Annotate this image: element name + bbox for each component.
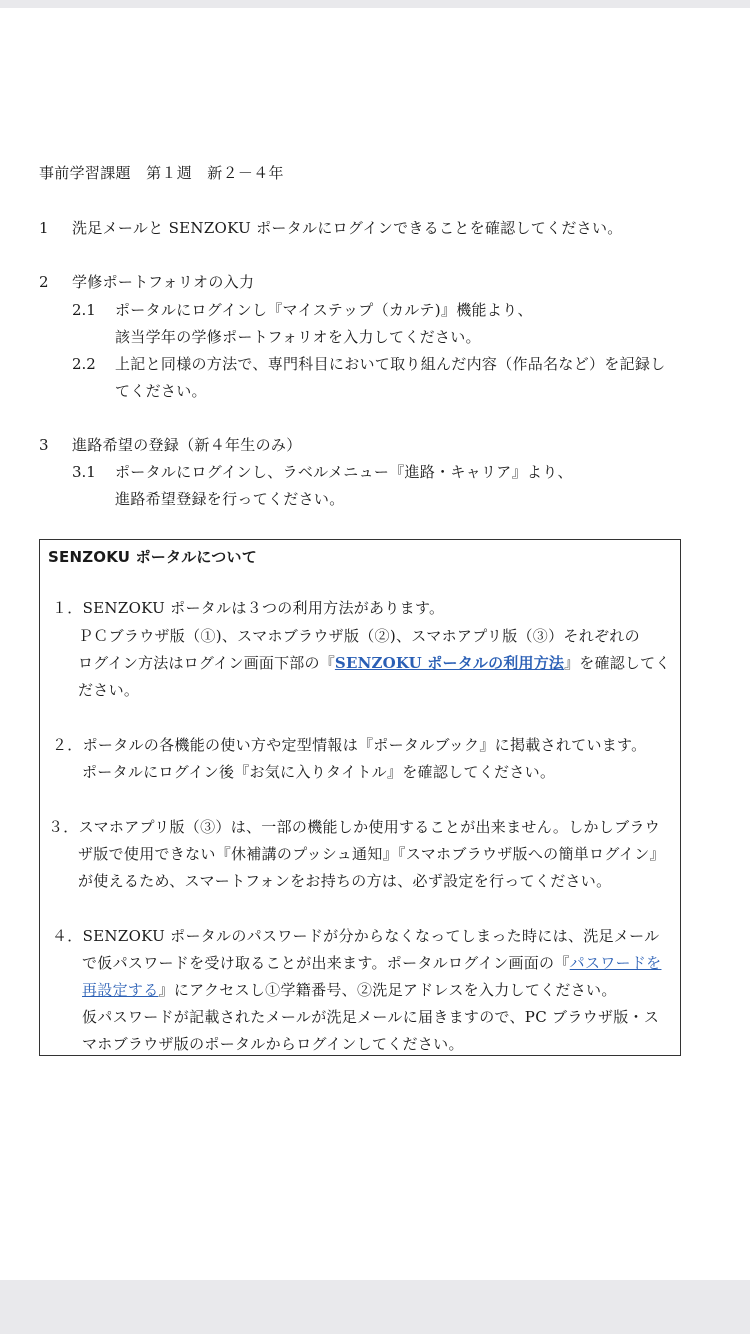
- info-3-line-1: ３．スマホアプリ版（③）は、一部の機能しか使用することが出来ません。しかしブラウ: [48, 818, 661, 836]
- item-2-2-line-1: 上記と同様の方法で、専門科目において取り組んだ内容（作品名など）を記録し: [115, 355, 666, 373]
- password-reset-link-part-1[interactable]: パスワードを: [569, 954, 662, 972]
- item-2-1-line-1: ポータルにログインし『マイステップ（カルテ)』機能より、: [115, 301, 533, 319]
- info-4-line-3-post: 』にアクセスし①学籍番号、②洗足アドレスを入力してください。: [158, 981, 617, 999]
- portal-info-box: [39, 539, 681, 1056]
- section-1-number: 1: [39, 219, 49, 237]
- section-2-number: 2: [39, 273, 49, 291]
- portal-usage-link[interactable]: SENZOKU ポータルの利用方法: [334, 654, 565, 672]
- section-2-title: 学修ポートフォリオの入力: [72, 273, 255, 291]
- info-1-line-4: ださい。: [78, 681, 140, 699]
- password-reset-link-part-2[interactable]: 再設定する: [82, 981, 159, 999]
- info-4-line-2-pre: で仮パスワードを受け取ることが出来ます。ポータルログイン画面の『: [82, 954, 570, 972]
- info-4-line-2: [82, 954, 661, 972]
- item-3-1-number: 3.1: [72, 463, 96, 481]
- info-2-line-1: ２．ポータルの各機能の使い方や定型情報は『ポータルブック』に掲載されています。: [52, 736, 647, 754]
- info-4-line-5: マホブラウザ版のポータルからログインしてください。: [82, 1035, 464, 1053]
- info-1-line-3-post: 』を確認してく: [564, 654, 671, 672]
- info-4-line-1: ４．SENZOKU ポータルのパスワードが分からなくなってしまった時には、洗足メール: [52, 927, 660, 945]
- info-1-line-1: １．SENZOKU ポータルは３つの利用方法があります。: [52, 599, 445, 617]
- document-heading: 事前学習課題 第１週 新２－４年: [39, 164, 284, 182]
- item-2-2-line-2: てください。: [115, 382, 207, 400]
- info-4-line-4: 仮パスワードが記載されたメールが洗足メールに届きますので、PC ブラウザ版・ス: [82, 1008, 660, 1026]
- info-4-line-3: [82, 981, 617, 999]
- section-3-number: 3: [39, 436, 49, 454]
- portal-info-title: SENZOKU ポータルについて: [48, 548, 257, 566]
- section-1-text: 洗足メールと SENZOKU ポータルにログインできることを確認してください。: [72, 219, 623, 237]
- item-2-2-number: 2.2: [72, 355, 96, 373]
- item-2-1-line-2: 該当学年の学修ポートフォリオを入力してください。: [115, 328, 481, 346]
- info-2-line-2: ポータルにログイン後『お気に入りタイトル』を確認してください。: [82, 763, 556, 781]
- info-1-line-3-pre: ログイン方法はログイン画面下部の『: [78, 654, 335, 672]
- item-3-1-line-2: 進路希望登録を行ってください。: [115, 490, 345, 508]
- item-2-1-number: 2.1: [72, 301, 96, 319]
- info-1-line-2: ＰＣブラウザ版（①)、スマホブラウザ版（②)、スマホアプリ版（③）それぞれの: [78, 627, 640, 645]
- info-1-line-3: [78, 654, 671, 672]
- info-3-line-3: が使えるため、スマートフォンをお持ちの方は、必ず設定を行ってください。: [78, 872, 612, 890]
- section-3-title: 進路希望の登録（新４年生のみ）: [72, 436, 302, 454]
- item-3-1-line-1: ポータルにログインし、ラベルメニュー『進路・キャリア』より、: [115, 463, 573, 481]
- info-3-line-2: ザ版で使用できない『休補講のプッシュ通知』『スマホブラウザ版への簡単ログイン』: [78, 845, 665, 863]
- document-page: [0, 8, 750, 1280]
